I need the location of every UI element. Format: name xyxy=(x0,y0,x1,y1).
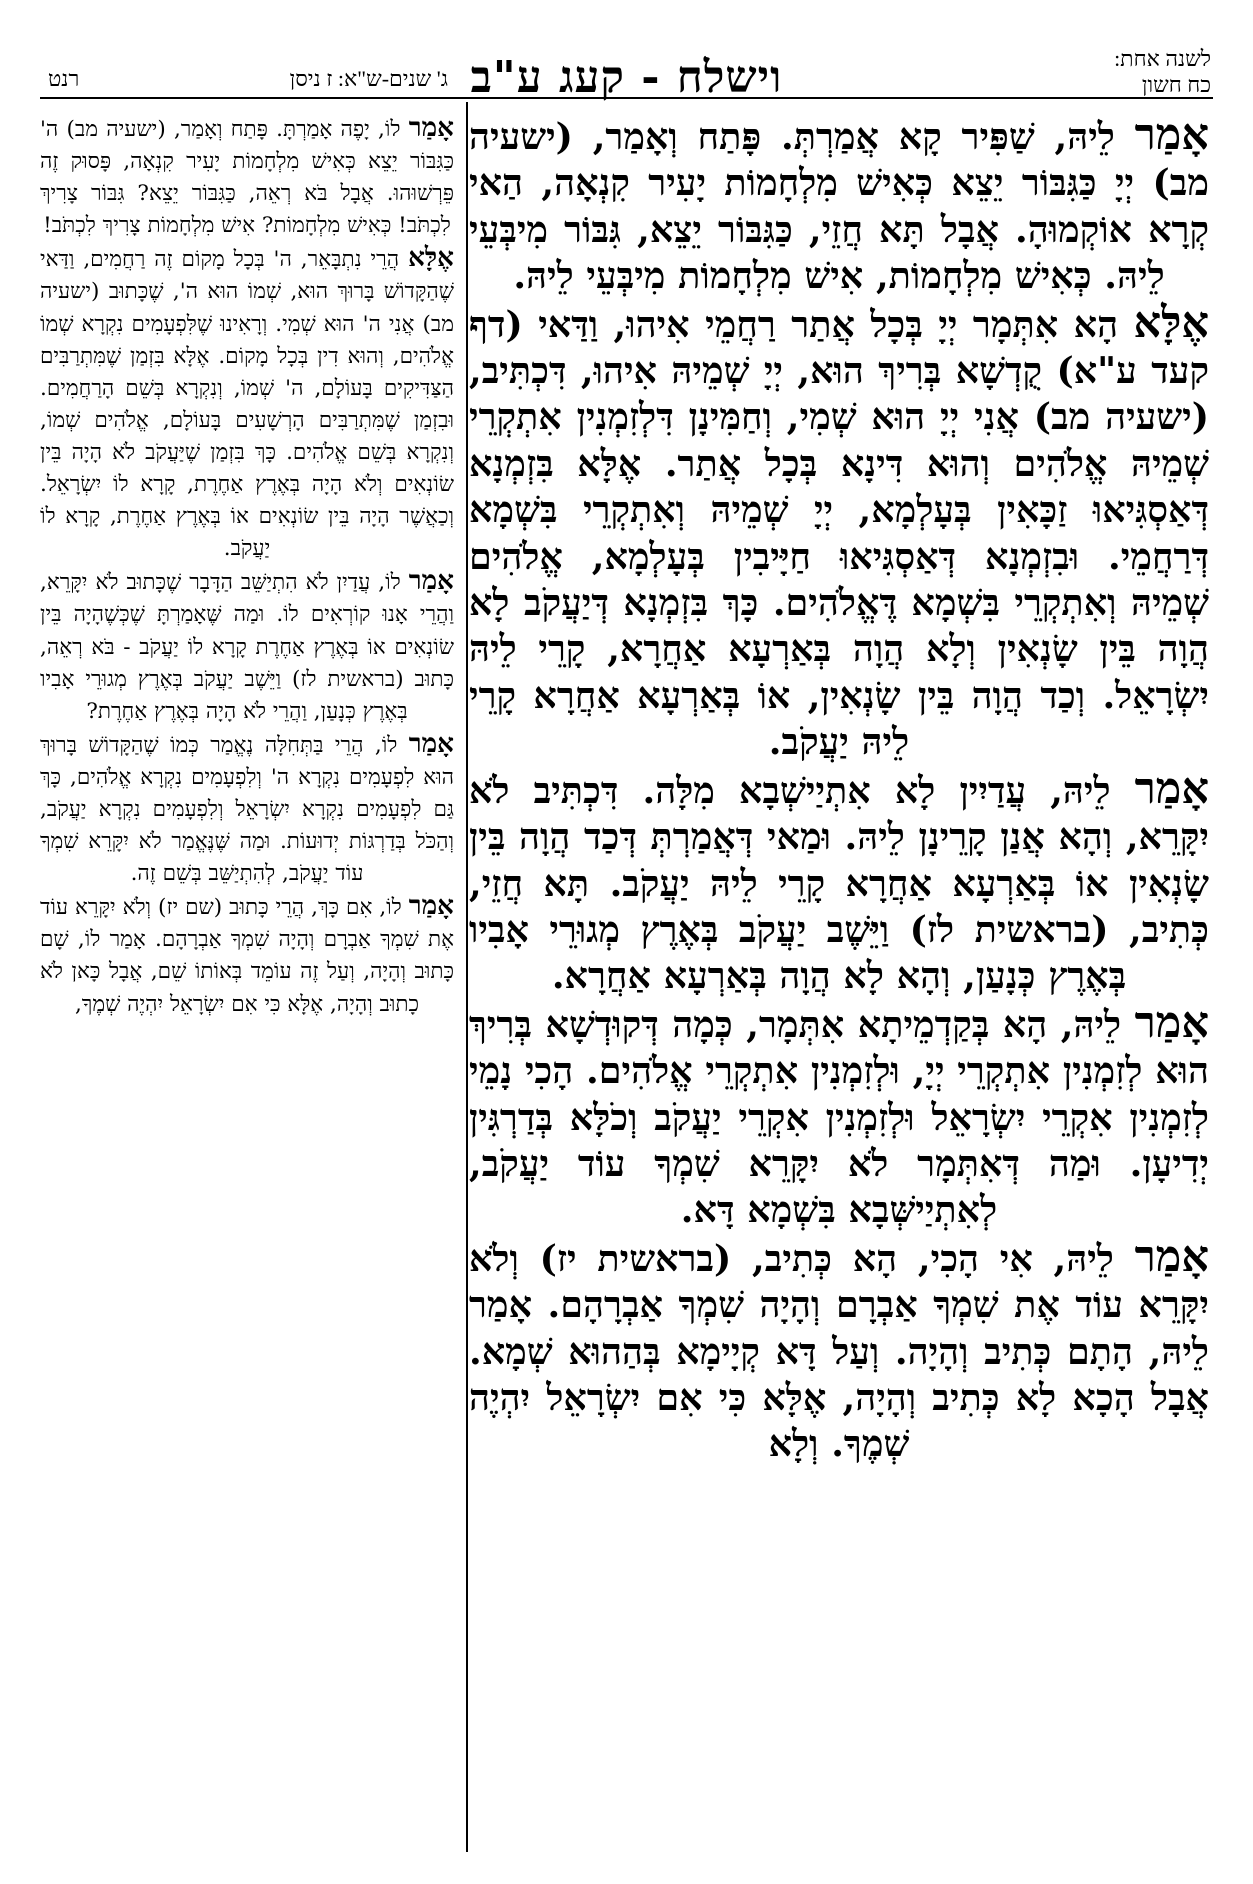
page-number: רנט xyxy=(48,66,80,91)
aramaic-paragraph xyxy=(469,763,1209,1000)
translation-paragraph xyxy=(40,890,454,1020)
paragraph-lead-word: אָמַר xyxy=(1134,763,1209,814)
aramaic-paragraph xyxy=(469,997,1209,1234)
aramaic-paragraph xyxy=(469,297,1209,766)
paragraph-body: לוֹ, עֲדַיִן לֹא הִתְיַשֵּׁב הַדָּבָר שֶׁכָּתוּב לֹא יִקָּרֵא, וַהֲרֵי אָנוּ קוֹרְאִים לוֹ. וּמַה שֶּׁאָמַרְתָּ שֶׁכְּשֶׁהָיָה בֵּין שׂוֹנְאִים אוֹ בְּאֶרֶץ אַחֶרֶת קָרָא לוֹ יַעֲקֹב - בֹּא רְאֵה, כָּתוּב (בראשית לז) וַיֵּשֶׁב יַעֲקֹב בְּאֶרֶץ מְגוּרֵי אָבִיו בְּאֶרֶץ כְּנָעַן, וַהֲרֵי לֹא הָיָה בְּאֶרֶץ אַחֶרֶת? xyxy=(40,570,454,724)
translation-paragraph xyxy=(40,112,454,242)
paragraph-lead-word: אָמַר xyxy=(408,727,454,759)
paragraph-body: הֲרֵי נִתְבָּאֵר, ה' בְּכָל מָקוֹם זֶה רַחֲמִים, וַדַּאי שֶׁהַקָּדוֹשׁ בָּרוּךְ הוּא, שְׁמוֹ הוּא ה', שֶׁכָּתוּב (ישעיה מב) אֲנִי ה' הוּא שְׁמִי. וְרָאִינוּ שֶׁלִּפְעָמִים נִקְרָא שְׁמוֹ אֱלֹהִים, וְהוּא דִין בְּכָל מָקוֹם. אֶלָּא בִּזְמַן שֶׁמִּתְרַבִּים הַצַּדִּיקִים בָּעוֹלָם, ה' שְׁמוֹ, וְנִקְרָא בְּשֵׁם הָרַחֲמִים. וּבִזְמַן שֶׁמִּתְרַבִּים הָרְשָׁעִים בָּעוֹלָם, אֱלֹהִים שְׁמוֹ, וְנִקְרָא בְּשֵׁם אֱלֹהִים. כָּךְ בִּזְמַן שֶׁיַּעֲקֹב לֹא הָיָה בֵּין שׂוֹנְאִים וְלֹא הָיָה בְּאֶרֶץ אַחֶרֶת, קָרָא לוֹ יִשְׂרָאֵל. וְכַאֲשֶׁר הָיָה בֵּין שׂוֹנְאִים אוֹ בְּאֶרֶץ אַחֶרֶת, קָרָא לוֹ יַעֲקֹב. xyxy=(40,247,454,562)
schedule-date: כח חשון xyxy=(1141,72,1211,97)
paragraph-lead-word: אָמַר xyxy=(408,565,454,597)
header-divider xyxy=(40,97,1213,99)
schedule-label: לשנה אחת: xyxy=(1114,46,1211,71)
translation-paragraph xyxy=(40,565,454,727)
paragraph-body: לוֹ, אִם כָּךְ, הֲרֵי כָּתוּב (שם יז) וְלֹא יִקָּרֵא עוֹד אֶת שִׁמְךָ אַבְרָם וְהָיָה שִׁמְךָ אַבְרָהָם. אָמַר לוֹ, שָׁם כָּתוּב וְהָיָה, וְעַל זֶה עוֹמֵד בְּאוֹתוֹ שֵׁם, אֲבָל כָּאן לֹא כָתוּב וְהָיָה, אֶלָּא כִּי אִם יִשְׂרָאֵל יִהְיֶה שְׁמֶךָ, xyxy=(40,895,454,1017)
paragraph-lead-word: אָמַר xyxy=(1134,997,1209,1048)
aramaic-paragraph xyxy=(469,1231,1209,1468)
column-divider xyxy=(466,102,468,1852)
paragraph-body: לֵיהּ, שַׁפִּיר קָא אֲמַרְתְּ. פָּתַח וְאָמַר, (ישעיה מב) יְיָ כַּגִּבּוֹר יֵצֵא כְּאִישׁ מִלְחָמוֹת יָעִיר קִנְאָה, הַאי קְרָא אוֹקְמוּהָ. אֲבָל תָּא חֲזֵי, כַּגִּבּוֹר יֵצֵא, גִּבּוֹר מִיבְּעֵי לֵיהּ. כְּאִישׁ מִלְחָמוֹת, אִישׁ מִלְחָמוֹת מִיבְּעֵי לֵיהּ. xyxy=(469,115,1209,298)
paragraph-lead-word: אָמַר xyxy=(1134,112,1209,160)
paragraph-lead-word: אָמַר xyxy=(1134,1231,1209,1282)
paragraph-lead-word: אֶלָּא xyxy=(1133,297,1209,348)
paragraph-body: לֵיהּ, הָא בְּקַדְמֵיתָא אִתְּמָר, כְּמָה דְּקוּדְשָׁא בְּרִיךְ הוּא לְזִמְנִין אִתְקְרֵי יְיָ, וּלְזִמְנִין אִתְקְרֵי אֱלֹהִים. הָכִי נָמֵי לְזִמְנִין אִקְרֵי יִשְׂרָאֵל וּלְזִמְנִין אִקְרֵי יַעֲקֹב וְכֹלָּא בְּדַרְגִּין יְדִיעָן. וּמַה דְּאִתְּמָר לֹא יִקָּרֵא שִׁמְךָ עוֹד יַעֲקֹב, לְאִתְיַישְּׁבָא בִּשְׁמָא דָּא. xyxy=(469,1002,1209,1232)
paragraph-body: לוֹ, יָפֶה אָמַרְתָּ. פָּתַח וְאָמַר, (ישעיה מב) ה' כַּגִּבּוֹר יֵצֵא כְּאִישׁ מִלְחָמוֹת יָעִיר קִנְאָה, פָּסוּק זֶה פֵּרְשׁוּהוּ. אֲבָל בֹּא רְאֵה, כַּגִּבּוֹר יֵצֵא? גִּבּוֹר צָרִיךְ לִכְתֹּב! כְּאִישׁ מִלְחָמוֹת? אִישׁ מִלְחָמוֹת צָרִיךְ לִכְתֹּב! xyxy=(40,117,454,239)
paragraph-body: לֵיהּ, אִי הָכִי, הָא כְּתִיב, (בראשית יז) וְלֹא יִקָּרֵא עוֹד אֶת שִׁמְךָ אַבְרָם וְהָיָה שִׁמְךָ אַבְרָהָם. אָמַר לֵיהּ, הָתָם כְּתִיב וְהָיָה. וְעַל דָּא קְיָימָא בְּהַהוּא שְׁמָא. אֲבָל הָכָא לָא כְּתִיב וְהָיָה, אֶלָּא כִּי אִם יִשְׂרָאֵל יִהְיֶה שְׁמֶךָ. וְלָא xyxy=(469,1236,1209,1466)
hebrew-translation-column xyxy=(40,112,454,1852)
page-title: וישלח - קעג ע"ב xyxy=(470,52,783,103)
translation-paragraph xyxy=(40,728,454,890)
translation-paragraph xyxy=(40,242,454,565)
aramaic-paragraph xyxy=(469,112,1209,300)
paragraph-body: לֵיהּ, עֲדַיִין לָא אִתְיַישְׁבָא מִלָּה. דִּכְתִּיב לֹא יִקָּרֵא, וְהָא אֲנַן קָרֵינָן לֵיהּ. וּמַאי דְּאֲמַרְתְּ דְּכַד הֲוָה בֵּין שָׂנְאִין אוֹ בְּאַרְעָא אַחֲרָא קָרֵי לֵיהּ יַעֲקֹב. תָּא חֲזֵי, כְּתִיב, (בראשית לז) וַיֵּשֶׁב יַעֲקֹב בְּאֶרֶץ מְגוּרֵי אָבִיו בְּאֶרֶץ כְּנָעַן, וְהָא לָא הֲוָה בְּאַרְעָא אַחֲרָא. xyxy=(469,768,1209,998)
paragraph-lead-word: אֶלָּא xyxy=(408,242,454,274)
paragraph-lead-word: אָמַר xyxy=(408,890,454,922)
paragraph-lead-word: אָמַר xyxy=(408,112,454,143)
paragraph-body: לוֹ, הֲרֵי בַּתְּחִלָּה נֶאֱמַר כְּמוֹ שֶׁהַקָּדוֹשׁ בָּרוּךְ הוּא לִפְעָמִים נִקְרָא ה' וְלִפְעָמִים נִקְרָא אֱלֹהִים, כָּךְ גַּם לִפְעָמִים נִקְרָא יִשְׂרָאֵל וְלִפְעָמִים נִקְרָא יַעֲקֹב, וְהַכֹּל בְּדַרְגּוֹת יְדוּעוֹת. וּמַה שֶּׁנֶּאֱמַר לֹא יִקָּרֵא שִׁמְךָ עוֹד יַעֲקֹב, לְהִתְיַשֵּׁב בְּשֵׁם זֶה. xyxy=(40,732,454,887)
paragraph-body: הָא אִתְּמָר יְיָ בְּכָל אֲתַר רַחֲמֵי אִיהוּ, וַדַּאי (דף קעד ע"א) קֻדְשָׁא בְּרִיךְ הוּא, יְיָ שְׁמֵיהּ אִיהוּ, דִּכְתִּיב, (ישעיה מב) אֲנִי יְיָ הוּא שְׁמִי, וְחַמִּינָן דִּלְזִמְנִין אִתְקְרֵי שְׁמֵיהּ אֱלֹהִים וְהוּא דִּינָא בְּכָל אֲתַר. אֶלָּא בִּזְמְנָא דְּאַסְגִּיאוּ זַכָּאִין בְּעָלְמָא, יְיָ שְׁמֵיהּ וְאִתְקְרֵי בִּשְׁמָא דְּרַחֲמֵי. וּבִזְמְנָא דְּאַסְגִּיאוּ חַיָּיבִין בְּעָלְמָא, אֱלֹהִים שְׁמֵיהּ וְאִתְקְרֵי בִּשְׁמָא דֶּאֱלֹהִים. כָּךְ בִּזְמְנָא דְּיַעֲקֹב לָא הֲוָה בֵּין שָׂנְאִין וְלָא הֲוָה בְּאַרְעָא אַחֲרָא, קָרֵי לֵיהּ יִשְׂרָאֵל. וְכַד הֲוָה בֵּין שָׂנְאִין, אוֹ בְּאַרְעָא אַחֲרָא קָרֵי לֵיהּ יַעֲקֹב. xyxy=(469,302,1209,764)
aramaic-text-column xyxy=(469,112,1209,1852)
schedule-three-year-date: ג' שנים-ש"א: ז ניסן xyxy=(289,66,448,91)
